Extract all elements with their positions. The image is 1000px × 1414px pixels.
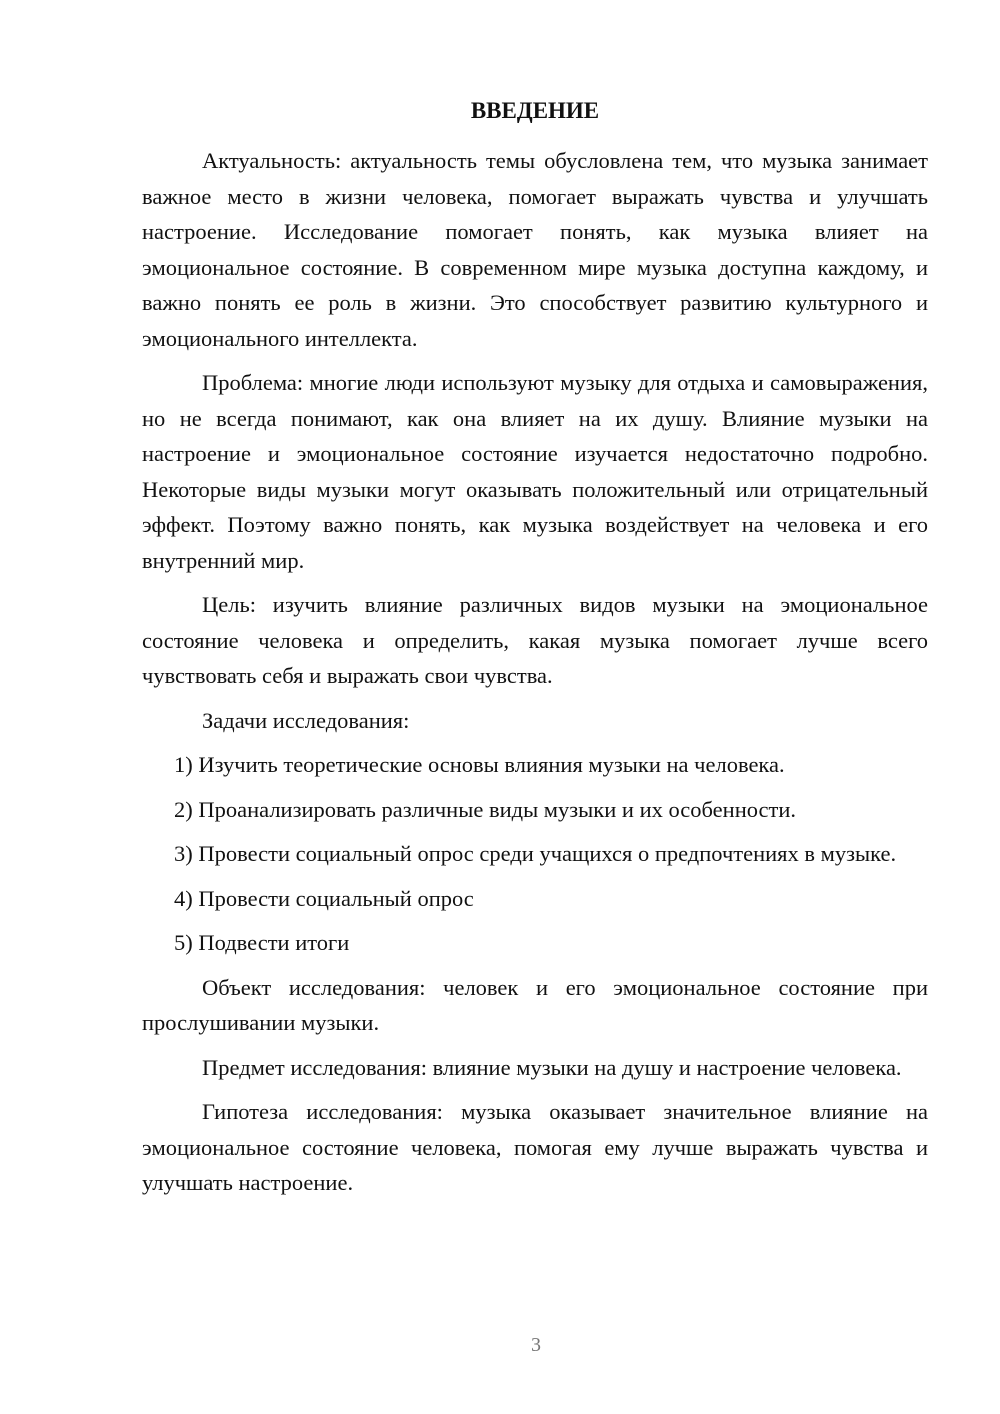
task-item-4: 4) Провести социальный опрос <box>174 885 474 911</box>
goal-paragraph: Цель: изучить влияние различных видов музыки на эмоциональное состояние человека и определить, какая музыка помогает лучше всего чувствовать себя и выражать свои чувства. <box>142 592 928 688</box>
subject-paragraph: Предмет исследования: влияние музыки на душу и настроение человека. <box>202 1054 902 1080</box>
page-title: ВВЕДЕНИЕ <box>470 98 600 123</box>
task-item-2: 2) Проанализировать различные виды музыки и их особенности. <box>174 796 797 822</box>
task-item-5: 5) Подвести итоги <box>174 930 350 955</box>
object-paragraph: Объект исследования: человек и его эмоциональное состояние при прослушивании музыки. <box>142 974 928 1035</box>
task-item-3: 3) Провести социальный опрос среди учащихся о предпочтениях в музыке. <box>174 841 897 866</box>
task-item-1: 1) Изучить теоретические основы влияния музыки на человека. <box>174 752 785 777</box>
page-number: 3 <box>531 1334 541 1356</box>
problem-paragraph: Проблема: многие люди используют музыку для отдыха и самовыражения, но не всегда понимают, как она влияет на их душу. Влияние музыки на настроение и эмоциональное состояние изучается недостаточно подробно. Некоторые виды музыки могут оказывать положительный или отрицательный эффект. Поэтому важно понять, как музыка воздействует на человека и его внутренний мир. <box>142 370 928 573</box>
relevance-paragraph: Актуальность: актуальность темы обусловлена тем, что музыка занимает важное место в жизни человека, помогает выражать чувства и улучшать настроение. Исследование помогает понять, как музыка влияет на эмоциональное состояние. В современном мире музыка доступна каждому, и важно понять ее роль в жизни. Это способствует развитию культурного и эмоционального интеллекта. <box>142 148 928 351</box>
hypothesis-paragraph: Гипотеза исследования: музыка оказывает значительное влияние на эмоциональное состояние человека, помогая ему лучше выражать чувства и улучшать настроение. <box>142 1099 928 1195</box>
document-body <box>142 143 928 1210</box>
tasks-heading: Задачи исследования: <box>202 707 410 733</box>
